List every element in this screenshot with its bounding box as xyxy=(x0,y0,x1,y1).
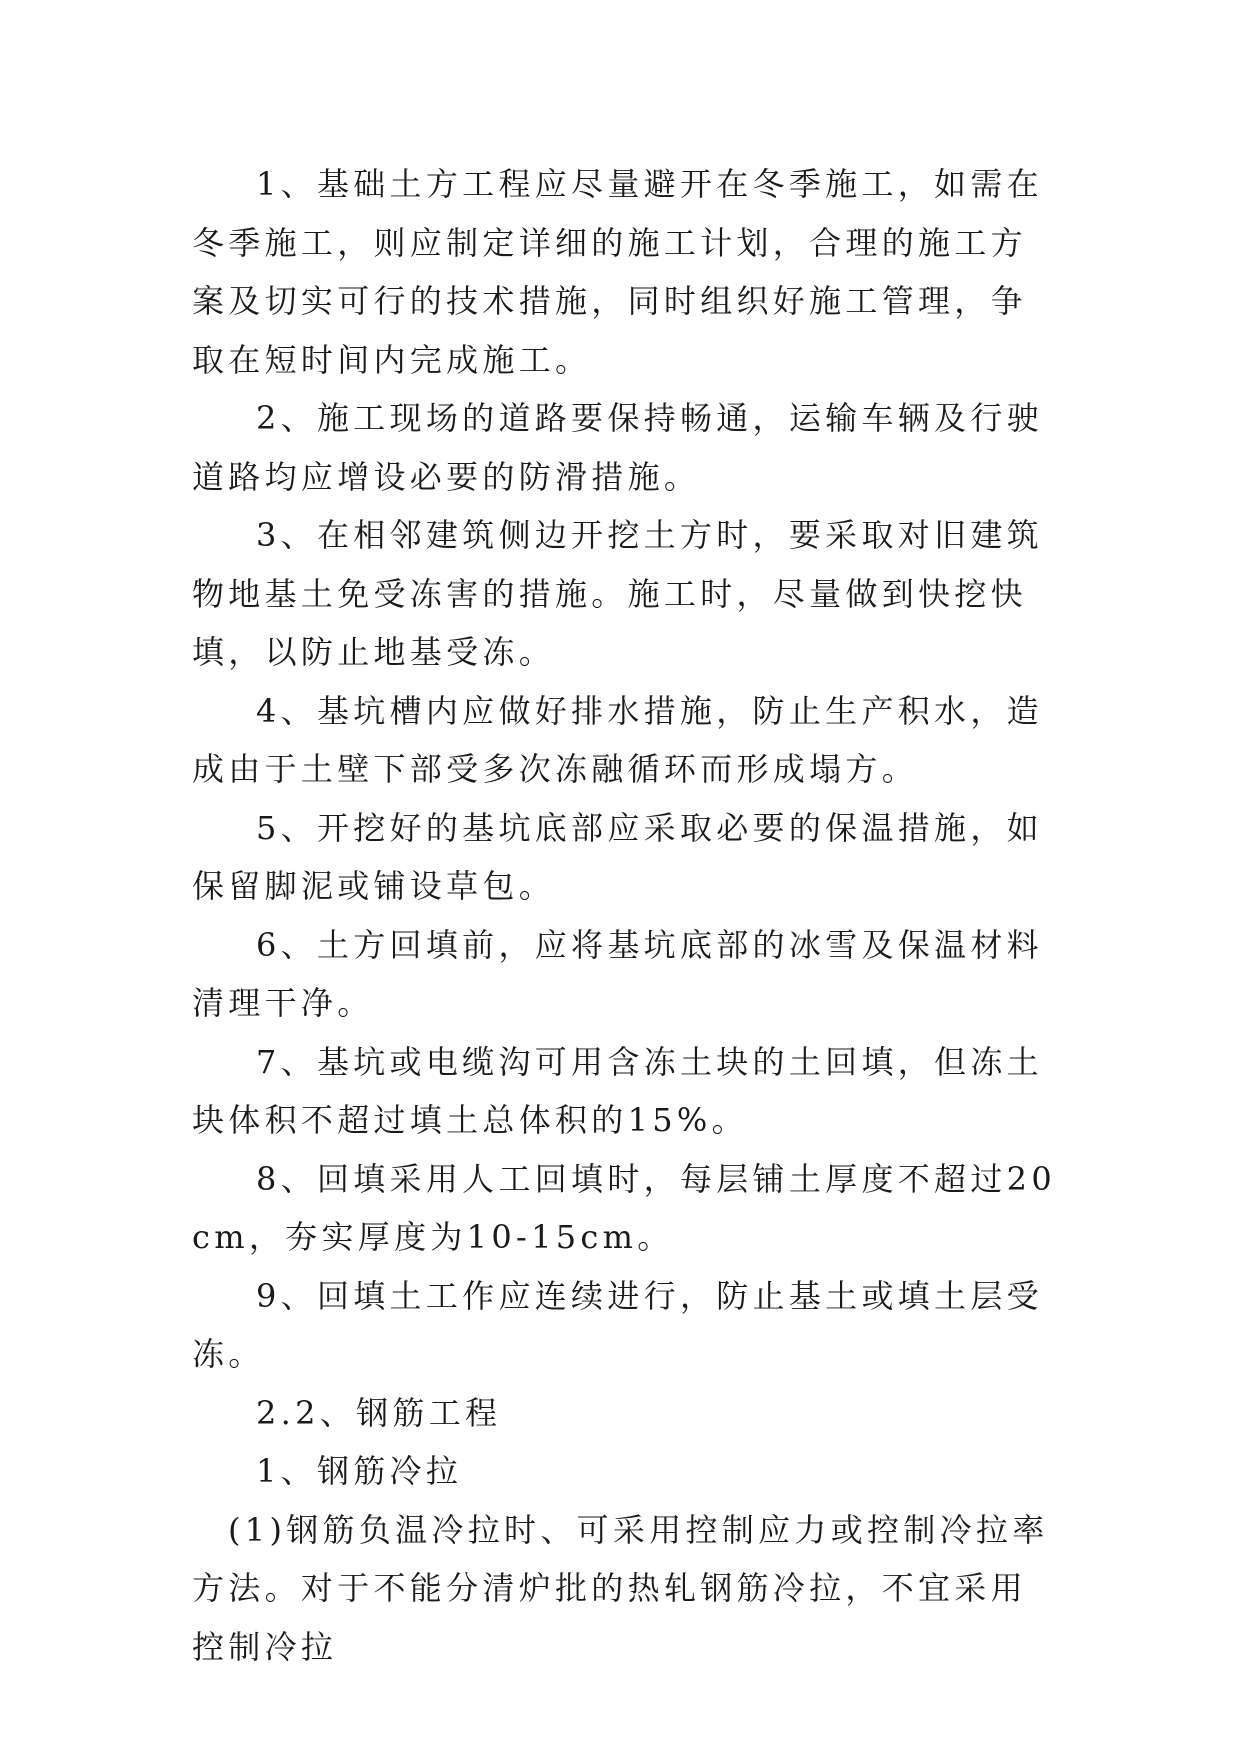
paragraph-frozen-soil-backfill: 7、基坑或电缆沟可用含冻土块的土回填，但冻土块体积不超过填土总体积的15%。 xyxy=(192,1042,1043,1139)
paragraph-pit-insulation: 5、开挖好的基坑底部应采取必要的保温措施，如保留脚泥或铺设草包。 xyxy=(192,808,1043,905)
subsection-heading-cold-drawing: 1、钢筋冷拉 xyxy=(256,1452,463,1490)
paragraph-road-anti-slip: 2、施工现场的道路要保持畅通，运输车辆及行驶道路均应增设必要的防滑措施。 xyxy=(192,399,1043,496)
paragraph-adjacent-building-protection: 3、在相邻建筑侧边开挖土方时，要采取对旧建筑物地基土免受冻害的措施。施工时，尽量做到快挖快填，以防止地基受冻。 xyxy=(192,516,1043,671)
paragraph-earthwork-avoid-winter: 1、基础土方工程应尽量避开在冬季施工，如需在冬季施工，则应制定详细的施工计划，合理的施工方案及切实可行的技术措施，同时组织好施工管理，争取在短时间内完成施工。 xyxy=(192,165,1043,379)
paragraph-backfill-cleaning: 6、土方回填前，应将基坑底部的冰雪及保温材料清理干净。 xyxy=(192,925,1043,1022)
paragraph-manual-backfill: 8、回填采用人工回填时，每层铺土厚度不超过20cm，夯实厚度为10-15cm。 xyxy=(192,1159,1056,1256)
section-heading-rebar: 2.2、钢筋工程 xyxy=(256,1393,502,1432)
paragraph-cold-drawing-method: (1)钢筋负温冷拉时、可采用控制应力或控制冷拉率方法。对于不能分清炉批的热轧钢筋冷拉，不宜采用控制冷拉 xyxy=(192,1510,1049,1666)
paragraph-pit-drainage: 4、基坑槽内应做好排水措施，防止生产积水，造成由于土壁下部受多次冻融循环而形成塌方。 xyxy=(192,691,1043,788)
paragraph-continuous-backfill: 9、回填土工作应连续进行，防止基土或填土层受冻。 xyxy=(192,1276,1043,1373)
document-body xyxy=(192,155,1058,1676)
